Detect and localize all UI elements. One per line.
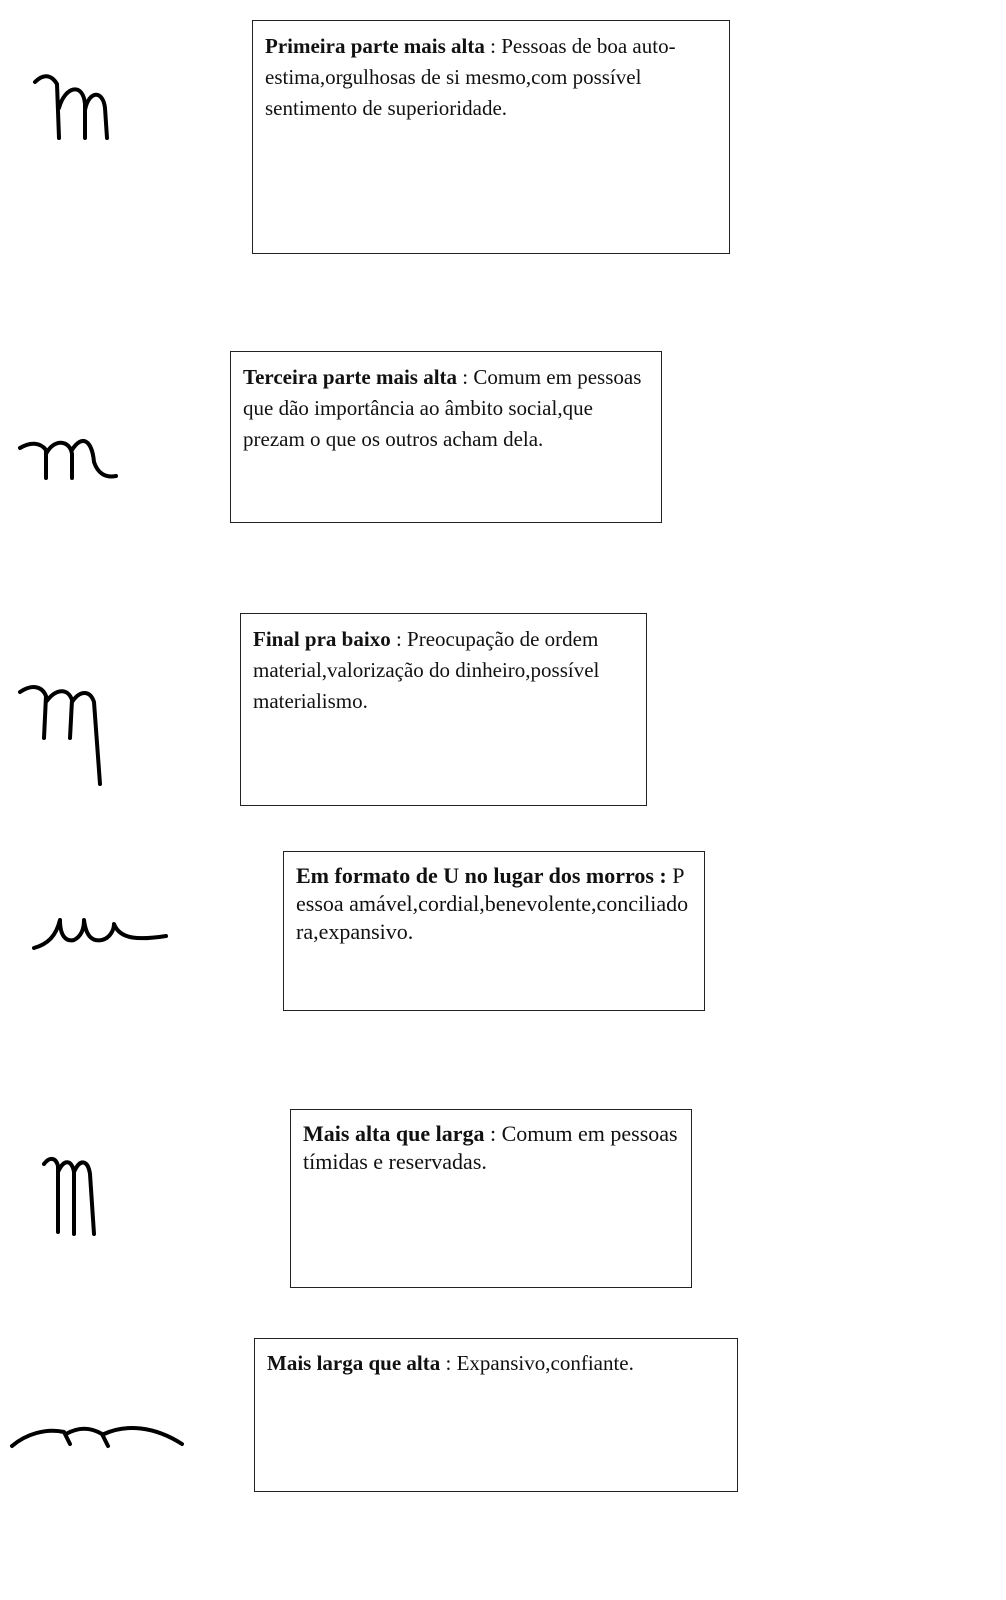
description-box-u-shape [283, 851, 705, 1011]
description-box-third-part-tall [230, 351, 662, 523]
handwriting-sample-first-part-tall [15, 60, 125, 160]
description-box-taller-than-wide [290, 1109, 692, 1288]
description-separator: : [484, 34, 502, 58]
description-separator: : [457, 365, 474, 389]
description-box-first-part-tall [252, 20, 730, 254]
description-text: Comum em pessoas que dão importância ao âmbito social,que prezam o que os outros acham dela. [243, 365, 642, 451]
description-title: Em formato de U no lugar dos morros : [296, 863, 667, 888]
description-text: Expansivo,confiante. [456, 1351, 634, 1375]
description-title: Mais larga que alta [267, 1351, 441, 1375]
handwriting-sample-taller-than-wide [30, 1150, 110, 1250]
description-box-final-down [240, 613, 647, 806]
description-box-wider-than-tall [254, 1338, 738, 1492]
handwriting-sample-final-down [10, 680, 120, 800]
description-title: Primeira parte mais alta [265, 34, 485, 58]
description-title: Terceira parte mais alta [243, 365, 458, 389]
description-text: Pessoas de boa auto-estima,orgulhosas de si mesmo,com possível sentimento de superioridade. [265, 34, 676, 120]
handwriting-sample-u-shape [30, 890, 170, 960]
handwriting-sample-third-part-tall [10, 420, 130, 500]
description-separator: : [440, 1351, 457, 1375]
description-text: Pessoa amável,cordial,benevolente,conciliadora,expansivo. [296, 863, 689, 944]
description-separator: : [390, 627, 408, 651]
description-title: Final pra baixo [253, 627, 391, 651]
description-title: Mais alta que larga [303, 1121, 485, 1146]
description-separator: : [484, 1121, 502, 1146]
handwriting-sample-wider-than-tall [8, 1410, 188, 1470]
description-text: Preocupação de ordem material,valorização do dinheiro,possível materialismo. [253, 627, 600, 713]
description-text: Comum em pessoas tímidas e reservadas. [303, 1121, 678, 1174]
